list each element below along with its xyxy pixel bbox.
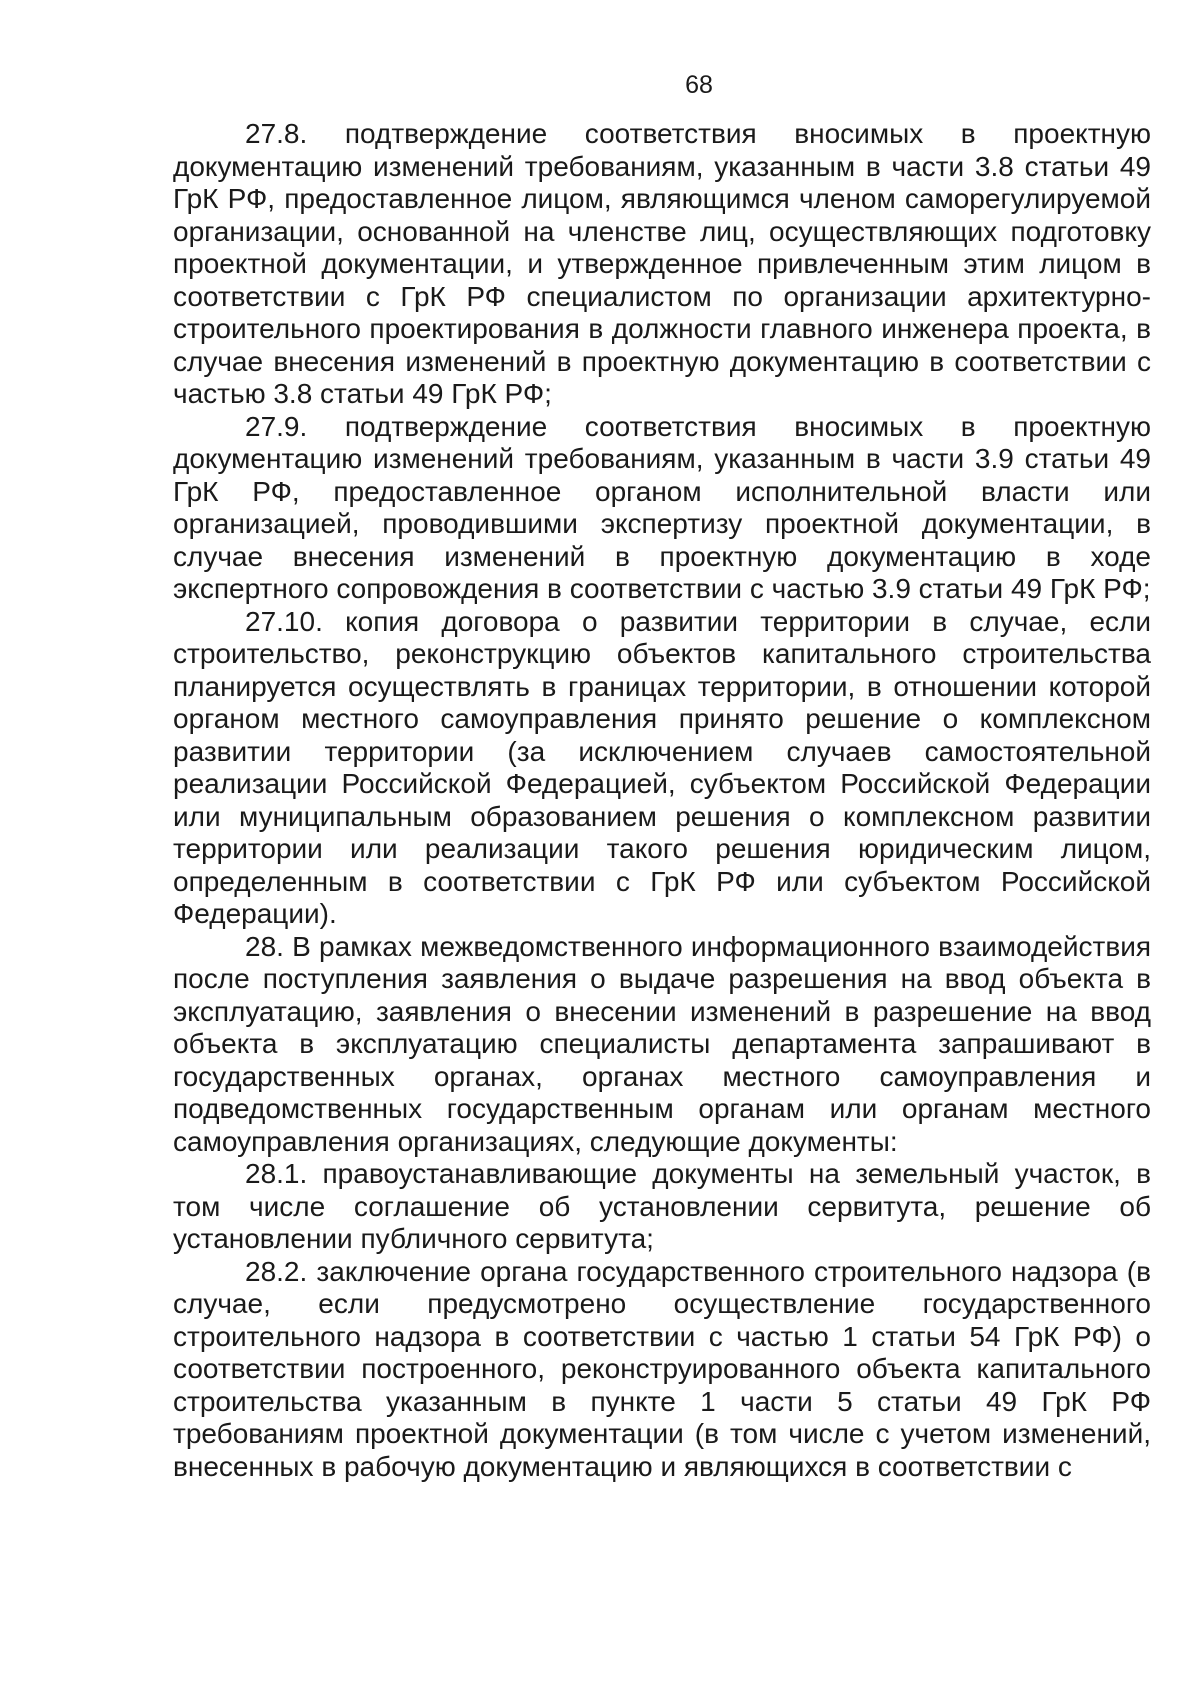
page-number: 68 bbox=[685, 71, 713, 99]
paragraph-27-9: 27.9. подтверждение соответствия вносимых в проектную документацию изменений требованиям, указанным в части 3.9 статьи 49 ГрК РФ, предоставленное органом исполнительной власти или организацией, проводившими экспертизу проектной документации, в случае внесения изменений в проектную документацию в ходе экспертного сопровождения в соответствии с частью 3.9 статьи 49 ГрК РФ; bbox=[173, 410, 1151, 604]
paragraph-28-2: 28.2. заключение органа государственного строительного надзора (в случае, если предусмотрено осуществление государственного строительного надзора в соответствии с частью 1 статьи 54 ГрК РФ) о соответствии построенного, реконструированного объекта капитального строительства указанным в пункте 1 части 5 статьи 49 ГрК РФ требованиям проектной документации (в том числе с учетом изменений, внесенных в рабочую документацию и являющихся в соответствии с bbox=[173, 1255, 1151, 1482]
paragraph-28-1: 28.1. правоустанавливающие документы на земельный участок, в том числе соглашение об установлении сервитута, решение об установлении публичного сервитута; bbox=[173, 1158, 1151, 1254]
paragraph-28: 28. В рамках межведомственного информационного взаимодействия после поступления заявления о выдаче разрешения на ввод объекта в эксплуатацию, заявления о внесении изменений в разрешение на ввод объекта в эксплуатацию специалисты департамента запрашивают в государственных органах, органах местного самоуправления и подведомственных государственным органам или органам местного самоуправления организациях, следующие документы: bbox=[173, 930, 1151, 1157]
paragraph-27-10: 27.10. копия договора о развитии территории в случае, если строительство, реконструкцию объектов капитального строительства планируется осуществлять в границах территории, в отношении которой органом местного самоуправления принято решение о комплексном развитии территории (за исключением случаев самостоятельной реализации Российской Федерацией, субъектом Российской Федерации или муниципальным образованием решения о комплексном развитии территории или реализации такого решения юридическим лицом, определенным в соответствии с ГрК РФ или субъектом Российской Федерации). bbox=[173, 605, 1151, 929]
document-body bbox=[173, 118, 1151, 1483]
paragraph-27-8: 27.8. подтверждение соответствия вносимых в проектную документацию изменений требованиям, указанным в части 3.8 статьи 49 ГрК РФ, предоставленное лицом, являющимся членом саморегулируемой организации, основанной на членстве лиц, осуществляющих подготовку проектной документации, и утвержденное привлеченным этим лицом в соответствии с ГрК РФ специалистом по организации архитектурно-строительного проектирования в должности главного инженера проекта, в случае внесения изменений в проектную документацию в соответствии с частью 3.8 статьи 49 ГрК РФ; bbox=[173, 118, 1151, 409]
